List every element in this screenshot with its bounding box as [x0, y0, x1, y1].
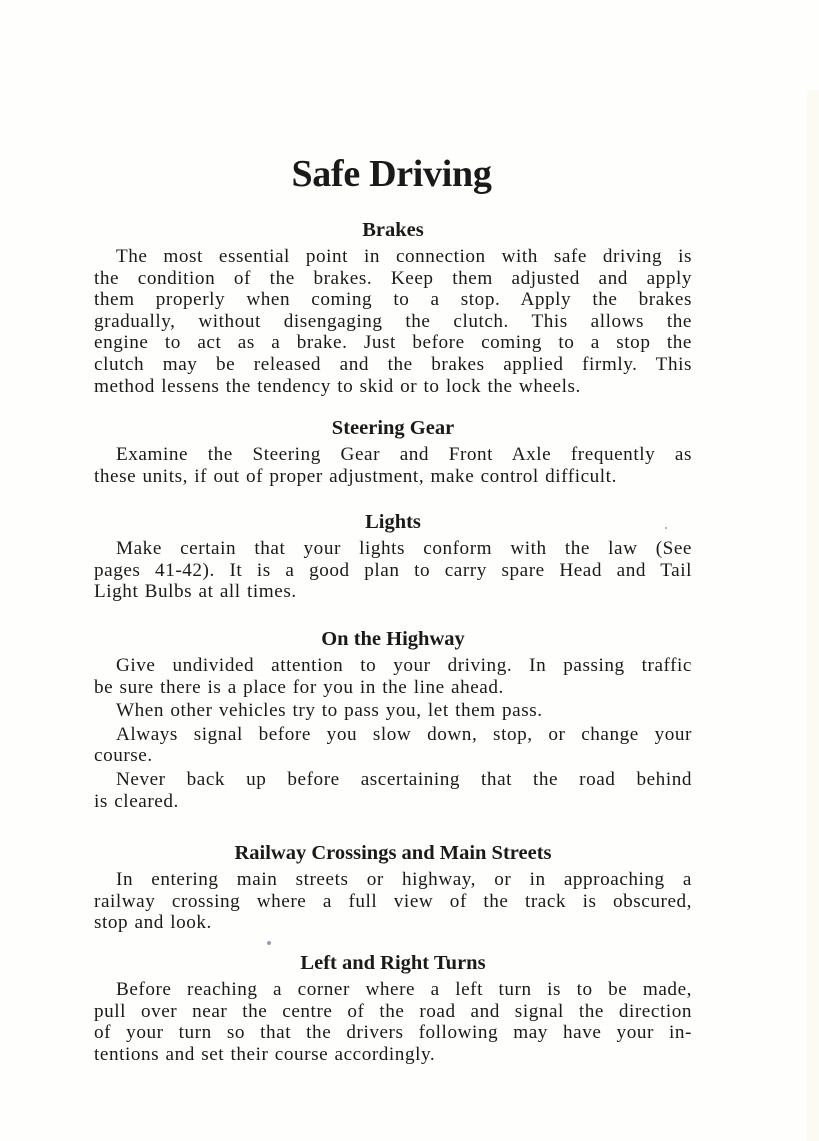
section-heading: On the Highway: [321, 628, 465, 650]
paragraph: [94, 724, 692, 767]
section-heading: Lights: [365, 511, 421, 533]
text-line: pull over near the centre of the road and signal the direction: [94, 1000, 692, 1022]
text-line: gradually, without disengaging the clutch. This allows the: [94, 310, 692, 332]
text-line: be sure there is a place for you in the line ahead.: [94, 676, 504, 698]
paragraph: [94, 246, 692, 397]
page-edge-shadow: [807, 90, 819, 1141]
paragraph: [94, 700, 692, 722]
text-line: is cleared.: [94, 790, 179, 812]
text-line: Light Bulbs at all times.: [94, 581, 297, 603]
page-title: Safe Driving: [291, 153, 492, 195]
text-line: Give undivided attention to your driving. In passing traffic: [116, 655, 692, 676]
paragraph: [94, 538, 692, 603]
print-speck: [267, 941, 271, 945]
section-heading: Railway Crossings and Main Streets: [234, 842, 552, 864]
section-heading: Left and Right Turns: [300, 952, 486, 974]
paragraph: [94, 769, 692, 812]
text-line: The most essential point in connection with safe driving is: [116, 246, 692, 267]
text-line: In entering main streets or highway, or in approaching a: [116, 869, 692, 890]
text-line: these units, if out of proper adjustment, make control difficult.: [94, 465, 617, 487]
text-line: Make certain that your lights conform with the law (See: [116, 538, 692, 559]
section-railway-crossings-and-main-streets: [94, 839, 692, 936]
text-line: Never back up before ascertaining that the road behind: [116, 768, 692, 790]
section-left-and-right-turns: [94, 949, 692, 1067]
text-line: the condition of the brakes. Keep them adjusted and apply: [94, 267, 692, 289]
section-on-the-highway: [94, 625, 692, 814]
text-line: Examine the Steering Gear and Front Axle frequently as: [116, 444, 692, 465]
text-line: railway crossing where a full view of the track is obscured,: [94, 890, 692, 912]
section-steering-gear: [94, 414, 692, 489]
text-line: stop and look.: [94, 912, 212, 934]
section-heading: Steering Gear: [331, 417, 455, 439]
section-heading: Brakes: [362, 219, 424, 241]
text-line: Before reaching a corner where a left turn is to be made,: [116, 979, 692, 1000]
text-line: course.: [94, 745, 153, 767]
text-line: clutch may be released and the brakes applied firmly. This: [94, 353, 692, 375]
text-line: them properly when coming to a stop. Apply the brakes: [94, 289, 692, 311]
text-line: of your turn so that the drivers following may have your in-: [94, 1022, 692, 1044]
text-line: tentions and set their course accordingly.: [94, 1043, 436, 1065]
text-line: pages 41-42). It is a good plan to carry spare Head and Tail: [94, 559, 692, 581]
text-line: method lessens the tendency to skid or to lock the wheels.: [94, 375, 581, 397]
text-line: When other vehicles try to pass you, let them pass.: [116, 700, 543, 722]
paragraph: [94, 869, 692, 934]
text-line: engine to act as a brake. Just before coming to a stop the: [94, 332, 692, 354]
text-line: Always signal before you slow down, stop, or change your: [116, 723, 692, 745]
paragraph: [94, 444, 692, 487]
section-lights: [94, 508, 692, 605]
print-speck: [665, 527, 667, 529]
section-brakes: [94, 216, 692, 399]
paragraph: [94, 979, 692, 1065]
paragraph: [94, 655, 692, 698]
